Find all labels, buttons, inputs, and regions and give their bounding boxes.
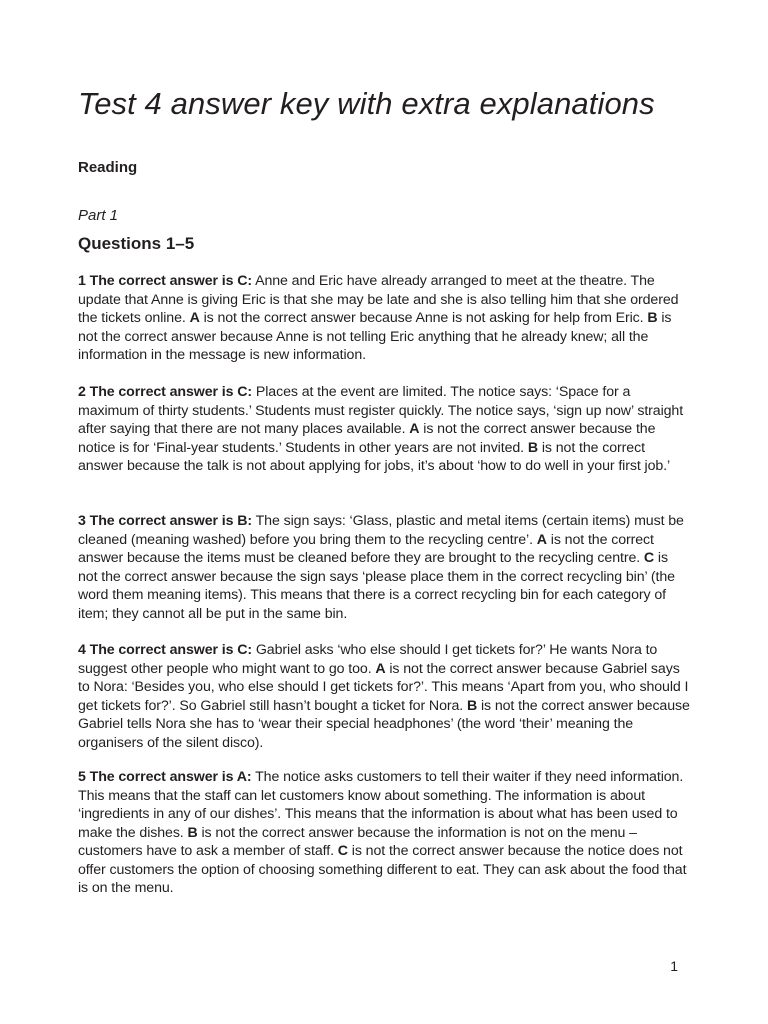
option-letter: B <box>187 824 198 841</box>
option-letter: B <box>527 439 539 456</box>
explanation-text: is not the correct answer because the notice is for ‘Final-year students.’ Students in other years are not invited. <box>78 421 656 456</box>
explanation-text: Gabriel asks ‘who else should I get tickets for?’ He wants Nora to suggest other people who might want to go too. <box>78 642 658 677</box>
answer-lead: 2 The correct answer is C: <box>78 384 253 400</box>
explanation-text: is not the correct answer because the talk is not about applying for jobs, it’s about ‘how to do well in your first job.’ <box>78 439 671 474</box>
explanation-text: is not the correct answer because the notice does not offer customers the option of choosing something different to eat. They can ask about the food that is on the menu. <box>78 843 687 896</box>
answer-body <box>78 642 690 751</box>
explanation-text: is not the correct answer because Gabriel says to Nora: ‘Besides you, who else should I get tickets for?’. This means ‘Apart from you, who should I get tickets for?’. So Gabriel still hasn’t bought a ticket for Nora. <box>78 660 689 714</box>
answer-explanation-1 <box>78 272 690 365</box>
answer-explanation-4 <box>78 641 690 752</box>
answer-lead: 5 The correct answer is A: <box>78 769 252 785</box>
explanation-text: is not the correct answer because Anne is not telling Eric anything that he already knew; all the information in the message is new information. <box>78 310 672 363</box>
option-letter: A <box>536 531 547 548</box>
section-heading-reading: Reading <box>78 159 138 176</box>
option-letter: B <box>466 697 478 714</box>
answer-explanation-5 <box>78 768 690 898</box>
answer-explanation-3 <box>78 512 690 623</box>
page-title: Test 4 answer key with extra explanations <box>78 86 655 121</box>
answer-body <box>78 769 686 896</box>
answer-lead: 4 The correct answer is C: <box>78 642 253 658</box>
answer-lead: 1 The correct answer is C: <box>78 273 253 289</box>
page-number: 1 <box>670 958 678 974</box>
explanation-text: The notice asks customers to tell their waiter if they need information. This means that the staff can let customers know about something. The information is about ‘ingredients in any of our dishes’. This means that the information is about what has been used to make the dishes. <box>78 769 684 841</box>
answer-body <box>78 513 684 622</box>
answer-explanation-2 <box>78 383 690 476</box>
explanation-text: is not the correct answer because Anne is not asking for help from Eric. <box>199 310 648 326</box>
explanation-text: Anne and Eric have already arranged to meet at the theatre. The update that Anne is giving Eric is that she may be late and she is also telling him that she ordered the tickets online. <box>78 273 679 326</box>
option-letter: A <box>375 660 386 677</box>
explanation-text: is not the correct answer because the information is not on the menu – customers have to ask a member of staff. <box>78 824 637 859</box>
questions-heading: Questions 1–5 <box>78 234 195 253</box>
explanation-text: is not the correct answer because Gabriel tells Nora she has to ‘wear their special headphones’ (the word ‘their’ meaning the organisers of the silent disco). <box>78 697 690 751</box>
option-letter: A <box>409 421 420 437</box>
option-letter: C <box>643 550 655 566</box>
option-letter: B <box>647 310 658 326</box>
explanation-text: is not the correct answer because the items must be cleaned before they are brought to the recycling centre. <box>78 531 654 566</box>
option-letter: A <box>189 310 200 326</box>
explanation-text: Places at the event are limited. The notice says: ‘Space for a maximum of thirty students.’ Students must register quickly. The notice says, ‘sign up now’ straight after saying that there are not many places available. <box>78 384 684 437</box>
option-letter: C <box>337 843 348 859</box>
part-label: Part 1 <box>78 207 119 224</box>
answer-lead: 3 The correct answer is B: <box>78 513 253 529</box>
explanation-text: is not the correct answer because the sign says ‘please place them in the correct recycling bin’ (the word them meaning items). This means that there is a correct recycling bin for each category of item; they cannot all be put in the same bin. <box>78 550 675 622</box>
explanation-text: The sign says: ‘Glass, plastic and metal items (certain items) must be cleaned (meaning washed) before you bring them to the recycling centre’. <box>78 513 684 548</box>
